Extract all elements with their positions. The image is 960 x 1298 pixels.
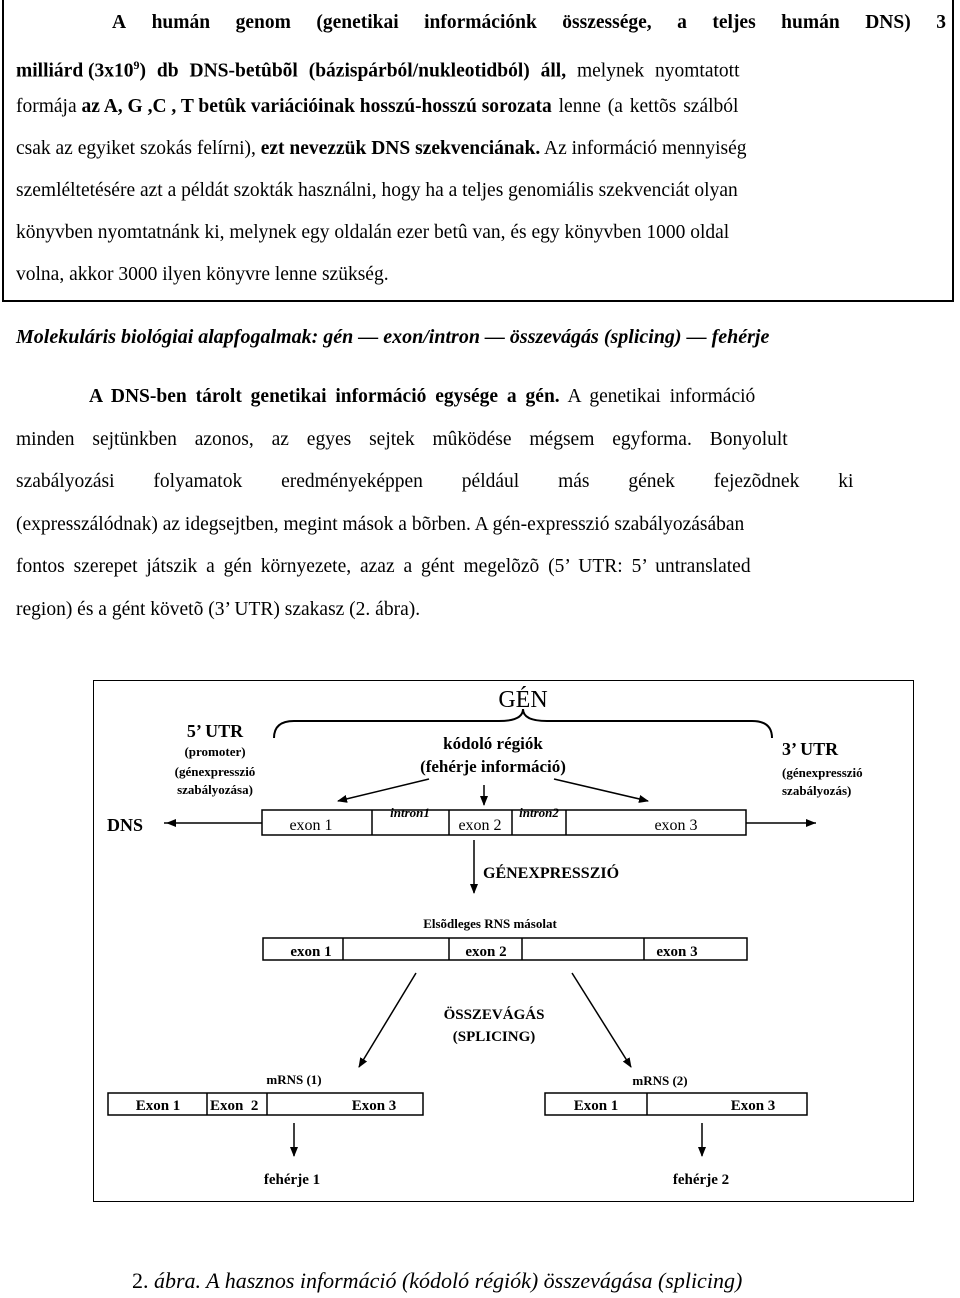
intro-line-3	[16, 86, 946, 128]
mrna2-exon3: Exon 3	[730, 1098, 776, 1114]
intro-line-5: szemléltetésére azt a példát szokták használni, hogy ha a teljes genomiális szekvenciát olyan	[16, 180, 738, 201]
prna-exon3: exon 3	[656, 944, 698, 960]
mrna2-exon1: Exon 1	[573, 1098, 619, 1114]
gene-line-6: region) és a gént követõ (3’ UTR) szakasz (2. ábra).	[16, 598, 421, 620]
intro-line-2	[16, 44, 946, 86]
intro-line-1-word: humán	[781, 12, 840, 33]
intro-line-1-word: humán	[151, 12, 211, 33]
gene-line-1	[16, 376, 945, 419]
arrow-mrna1	[359, 973, 416, 1067]
utr5-line-1: (promoter)	[184, 744, 246, 759]
prna-exon1: exon 1	[290, 944, 332, 960]
protein1-label: fehérje 1	[263, 1172, 321, 1188]
intro-line-1-word: teljes	[712, 12, 756, 33]
intro-l2c: melynek nyomtatott	[566, 60, 740, 82]
splicing-line-2: (SPLICING)	[452, 1029, 536, 1045]
intro-l3c: lenne (a kettõs szálból	[551, 96, 739, 117]
coding-line-2: (fehérje információ)	[420, 757, 566, 776]
intro-line-1-word: DNS)	[865, 12, 911, 33]
coding-line-1: kódoló régiók	[443, 734, 543, 753]
mrna1-exon1: Exon 1	[135, 1098, 181, 1114]
caption-number: 2.	[132, 1268, 149, 1293]
intro-paragraph	[16, 0, 946, 296]
dns-exon3: exon 3	[654, 817, 698, 834]
intro-l4c: Az információ mennyiség	[540, 138, 747, 159]
intro-l3a: formája	[16, 96, 82, 117]
intro-line-6: könyvben nyomtatnánk ki, melynek egy oldalán ezer betû van, és egy könyvben 1000 oldal	[16, 222, 730, 243]
gene-l1b: A genetikai információ	[559, 386, 756, 407]
dns-exon1: exon 1	[289, 817, 333, 834]
gene-paragraph	[16, 376, 945, 631]
intro-line-1-word: a	[677, 12, 687, 33]
gene-line-2: minden sejtünkben azonos, az egyes sejtek mûködése mégsem egyforma. Bonyolult	[16, 428, 788, 450]
intro-line-1-word: (genetikai	[316, 12, 399, 33]
intro-l2a: milliárd (3x10	[16, 60, 134, 82]
dns-intron1: intron1	[390, 805, 430, 820]
intro-line-1-word: összessége,	[562, 12, 652, 33]
mrna1-exon2: Exon 2	[210, 1098, 259, 1114]
dns-intron2: intron2	[519, 805, 559, 820]
arrow-to-exon3	[554, 779, 648, 801]
splicing-line-1: ÖSSZEVÁGÁS	[443, 1007, 545, 1023]
gene-line-3: szabályozási folyamatok eredményeképpen például más gének fejezõdnek ki	[16, 471, 854, 492]
intro-line-1-text	[112, 2, 946, 44]
caption-text: ábra. A hasznos információ (kódoló régiók) összevágása (splicing)	[148, 1268, 743, 1293]
gene-line-5: fontos szerepet játszik a gén környezete, azaz a gént megelõzõ (5’ UTR: 5’ untranslated	[16, 556, 751, 577]
prna-exon2: exon 2	[465, 944, 507, 960]
utr5-line-3: szabályozása)	[177, 782, 253, 797]
utr3-line-2: szabályozás)	[782, 783, 852, 798]
mrna2-label: mRNS (2)	[632, 1073, 688, 1088]
intro-line-1-word: A	[112, 12, 127, 33]
dns-label: DNS	[107, 815, 144, 835]
diagram-svg	[94, 681, 912, 1200]
intro-l2b: ) db DNS-betûbõl (bázispárból/nukleotidból) áll,	[139, 60, 567, 82]
protein2-label: fehérje 2	[672, 1172, 730, 1188]
dns-exon2: exon 2	[458, 817, 502, 834]
intro-line-7: volna, akkor 3000 ilyen könyvre lenne szükség.	[16, 264, 389, 285]
intro-line-1-word: 3	[936, 12, 946, 33]
genexpresszio-label: GÉNEXPRESSZIÓ	[483, 865, 620, 882]
gene-l1a: A DNS-ben tárolt genetikai információ egysége a gén.	[89, 386, 560, 407]
utr3-line-1: (génexpresszió	[782, 765, 863, 780]
gen-title: GÉN	[498, 687, 548, 713]
intro-line-1	[16, 2, 946, 44]
splicing-diagram	[93, 680, 914, 1202]
utr5-title: 5’ UTR	[186, 721, 244, 741]
arrow-mrna2	[572, 973, 631, 1067]
intro-l3b: az A, G ,C , T betûk variációinak hosszú-hosszú sorozata	[81, 96, 552, 117]
utr3-title: 3’ UTR	[782, 739, 839, 759]
intro-l4b: ezt nevezzük DNS szekvenciának.	[260, 138, 541, 159]
intro-l2sup: 9	[133, 58, 140, 72]
intro-line-4	[16, 128, 946, 170]
figure-caption	[132, 1268, 742, 1294]
intro-l4a: csak az egyiket szokás felírni),	[16, 138, 261, 159]
dns-arrowhead-right	[806, 819, 816, 827]
mrna1-label: mRNS (1)	[266, 1072, 322, 1087]
mrna1-exon3: Exon 3	[351, 1098, 397, 1114]
primary-rna-label: Elsõdleges RNS másolat	[423, 916, 557, 931]
intro-line-1-word: genom	[235, 12, 291, 33]
utr5-line-2: (génexpresszió	[174, 764, 256, 779]
dns-arrowhead-left	[166, 819, 176, 827]
section-heading: Molekuláris biológiai alapfogalmak: gén — exon/intron — összevágás (splicing) — fehérje	[16, 326, 770, 348]
intro-line-1-word: információnk	[424, 12, 537, 33]
arrow-to-exon1	[338, 779, 429, 801]
gene-line-4: (expresszálódnak) az idegsejtben, megint mások a bõrben. A gén-expresszió szabályozásában	[16, 513, 745, 535]
